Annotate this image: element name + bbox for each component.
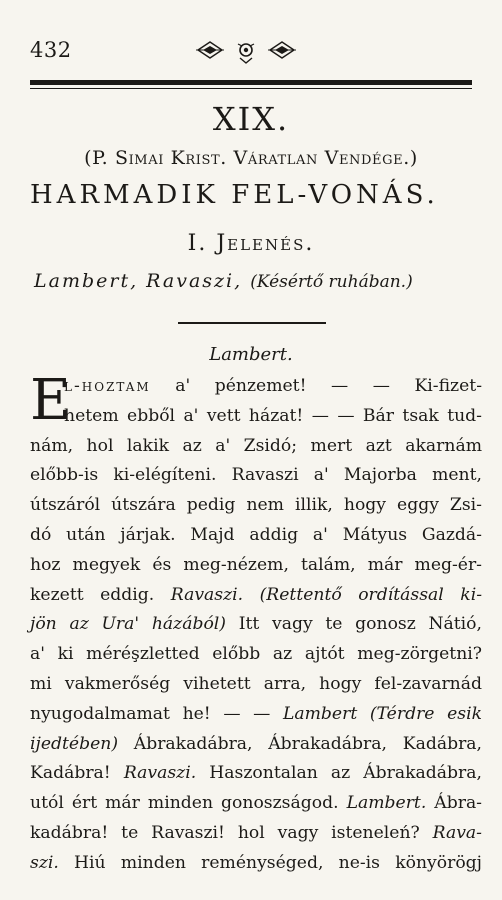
header-rule-thick [30, 80, 472, 85]
body-text [30, 368, 482, 879]
fleuron-right-icon [268, 40, 296, 60]
fleuron-left-icon [196, 40, 224, 60]
text-line: kezett eddig. Ravaszi. (Rettentő ordítással ki- [30, 584, 482, 605]
text-line: útszáról útszára pedig nem illik, hogy eggy Zsi- [30, 495, 482, 516]
scene-title: I. Jelenés. [187, 231, 315, 256]
text-line: mi vakmerőség vihetett arra, hogy fel-zavarnád [30, 673, 482, 694]
text-line: l-hoztam a' pénzemet! — — Ki-fizet- [64, 376, 482, 396]
header-rule-thin [30, 88, 472, 89]
character-list [34, 270, 413, 292]
section-divider [178, 322, 326, 324]
act-title: HARMADIK FEL-VONÁS. [30, 180, 439, 210]
drop-cap: E [30, 368, 71, 433]
text-line: nám, hol lakik az a' Zsidó; mert azt akarnám [30, 435, 482, 456]
text-line: hoz megyek és meg-nézem, talám, már meg-ér- [30, 554, 482, 575]
character-note: (Késértő ruhában.) [250, 272, 413, 292]
text-line: utól ért már minden gonoszságod. Lambert. Ábra- [30, 793, 482, 814]
text-line: a' ki méréşzletted előbb az ajtót meg-zörgetni? [30, 644, 482, 665]
text-line: kadábra! te Ravaszi! hol vagy isteneleń? Rava- [30, 822, 482, 843]
speaker-name: Lambert. [209, 344, 293, 365]
header-ornaments [196, 40, 296, 64]
text-line: jön az Ura' házából) Itt vagy te gonosz Nátió, [30, 614, 482, 635]
chapter-number: XIX. [212, 100, 290, 138]
text-line: szi. Hiú minden reménységed, ne-is könyörögj [30, 852, 482, 873]
text-line: ijedtében) Ábrakadábra, Ábrakadábra, Kadábra, [30, 733, 482, 754]
chapter-subtitle: (P. Simai Krist. Váratlan Vendége.) [84, 147, 418, 169]
character-names: Lambert, Ravaszi, [34, 270, 243, 292]
text-line: hetem ebből a' vett házat! — — Bár tsak tud- [64, 405, 482, 426]
text-line: nyugodalmamat he! — — Lambert (Térdre esik [30, 703, 482, 724]
page-number: 432 [30, 38, 72, 62]
fleuron-center-icon [234, 40, 258, 64]
text-line: dó után járjak. Majd addig a' Mátyus Gazdá- [30, 524, 482, 545]
text-line: előbb-is ki-elégíteni. Ravaszi a' Majorba ment, [30, 465, 482, 486]
text-line: Kadábra! Ravaszi. Haszontalan az Ábrakadábra, [30, 763, 482, 784]
